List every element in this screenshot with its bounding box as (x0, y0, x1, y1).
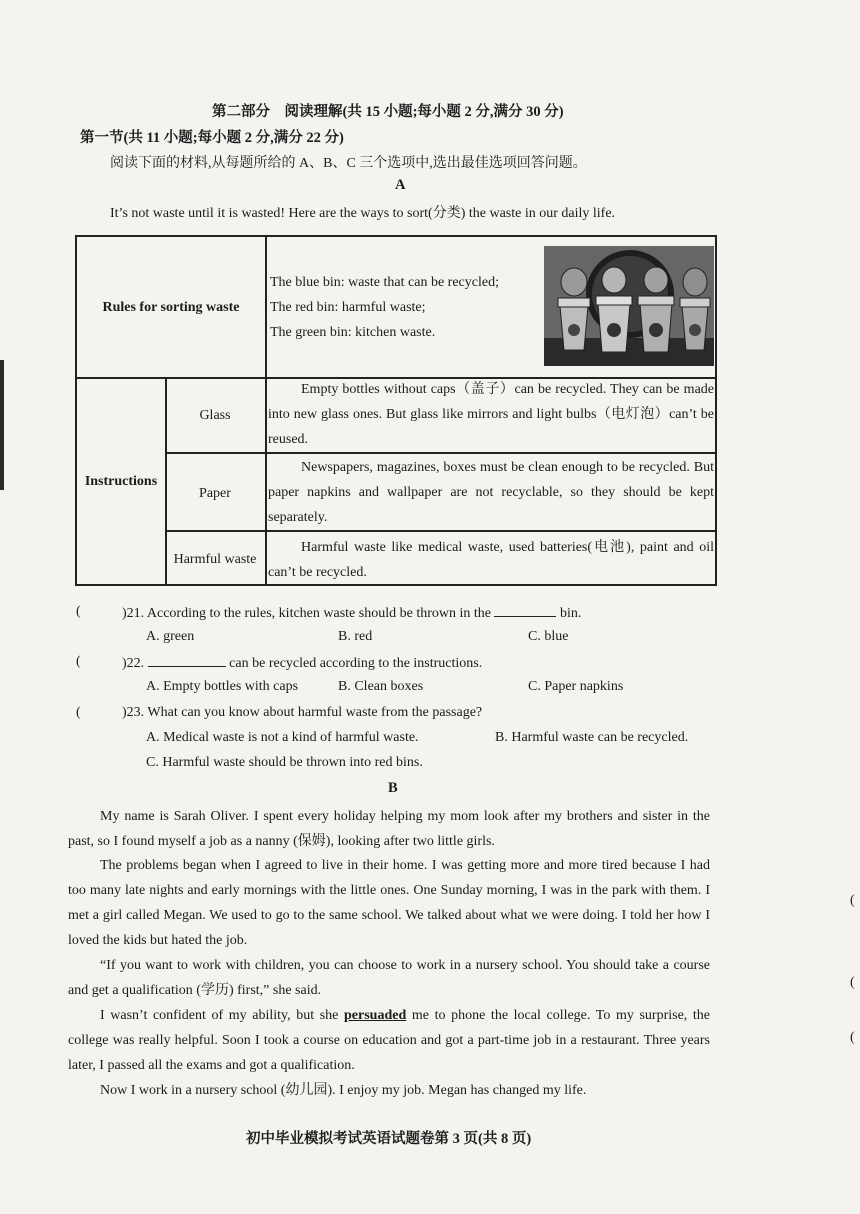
passage-a-intro: It’s not waste until it is wasted! Here are the ways to sort(分类) the waste in our daily life. (110, 206, 616, 221)
q22-option-a: A. Empty bottles with caps (146, 679, 299, 694)
item-glass-text: Empty bottles without caps（盖子）can be recycled. They can be made into new glass ones. But glass like mirrors and light bulbs（电灯泡）can’t be reused. (268, 382, 714, 447)
margin-paren-3: ( (850, 1030, 855, 1045)
q22-stem: )22. can be recycled according to the instructions. (122, 656, 483, 671)
margin-paren-1: ( (850, 893, 855, 908)
q21-stem: )21. According to the rules, kitchen waste should be thrown in the bin. (122, 606, 582, 621)
keyword-persuaded: persuaded (344, 1008, 407, 1023)
instructions-text: 阅读下面的材料,从每题所给的 A、B、C 三个选项中,选出最佳选项回答问题。 (110, 156, 587, 171)
item-glass-name: Glass (199, 408, 231, 423)
q21-blank (494, 604, 556, 617)
q23-option-a: A. Medical waste is not a kind of harmful waste. (146, 730, 419, 745)
item-paper-name: Paper (199, 486, 231, 501)
q22-option-b: B. Clean boxes (338, 679, 424, 694)
rules-label: Rules for sorting waste (102, 300, 240, 315)
rule-blue-bin: The blue bin: waste that can be recycled; (270, 275, 499, 290)
q21-paren: ( (76, 604, 81, 619)
q22-paren: ( (76, 654, 81, 669)
q23-stem: )23. What can you know about harmful waste from the passage? (122, 705, 483, 720)
q23-option-c: C. Harmful waste should be thrown into red bins. (146, 755, 423, 770)
q22-blank (148, 654, 226, 667)
passage-b-paragraph-2: The problems began when I agreed to live in their home. I was getting more and more tired because I had too many late nights and early mornings with the little ones. One Sunday morning, I was in the park with them. I met a girl called Megan. We used to go to the same school. We talked about what we were doing. I told her how I loved the kids but hated the job. (68, 858, 710, 948)
margin-paren-2: ( (850, 975, 855, 990)
instructions-label: Instructions (84, 474, 158, 489)
q21-option-a: A. green (146, 629, 195, 644)
section-header: 第一节(共 11 小题;每小题 2 分,满分 22 分) (80, 130, 344, 146)
q23-paren: ( (76, 705, 81, 720)
passage-b-letter: B (388, 780, 398, 796)
scan-edge-shadow (0, 360, 4, 490)
waste-bins-photo (544, 246, 714, 366)
item-paper-text: Newspapers, magazines, boxes must be clean enough to be recycled. But paper napkins and wallpaper are not recyclable, so they should be kept separately. (268, 460, 714, 525)
q23-option-b: B. Harmful waste can be recycled. (495, 730, 689, 745)
passage-a-letter: A (395, 177, 406, 193)
item-harmful-text: Harmful waste like medical waste, used batteries(电池), paint and oil can’t be recycled. (268, 540, 714, 580)
rule-red-bin: The red bin: harmful waste; (270, 300, 426, 315)
q21-option-b: B. red (338, 629, 373, 644)
rule-green-bin: The green bin: kitchen waste. (270, 325, 436, 340)
passage-b-paragraph-4: I wasn’t confident of my ability, but she persuaded me to phone the local college. To my surprise, the college was really helpful. Soon I took a course on education and got a part-time job in a restaurant. Three years later, I passed all the exams and got a qualification. (68, 1008, 711, 1073)
item-harmful-name: Harmful waste (173, 552, 257, 567)
passage-b-paragraph-5: Now I work in a nursery school (幼儿园). I enjoy my job. Megan has changed my life. (100, 1083, 587, 1098)
part-header: 第二部分 阅读理解(共 15 小题;每小题 2 分,满分 30 分) (212, 104, 564, 120)
passage-b-paragraph-1: My name is Sarah Oliver. I spent every holiday helping my mom look after my brothers and sister in the past, so I found myself a job as a nanny (保姆), looking after two little girls. (68, 809, 710, 849)
q21-option-c: C. blue (528, 629, 569, 644)
q22-option-c: C. Paper napkins (528, 679, 624, 694)
passage-b-paragraph-3: “If you want to work with children, you can choose to work in a nursery school. You should take a course and get a qualification (学历) first,” she said. (68, 958, 710, 998)
page-footer: 初中毕业模拟考试英语试题卷第 3 页(共 8 页) (246, 1131, 532, 1147)
